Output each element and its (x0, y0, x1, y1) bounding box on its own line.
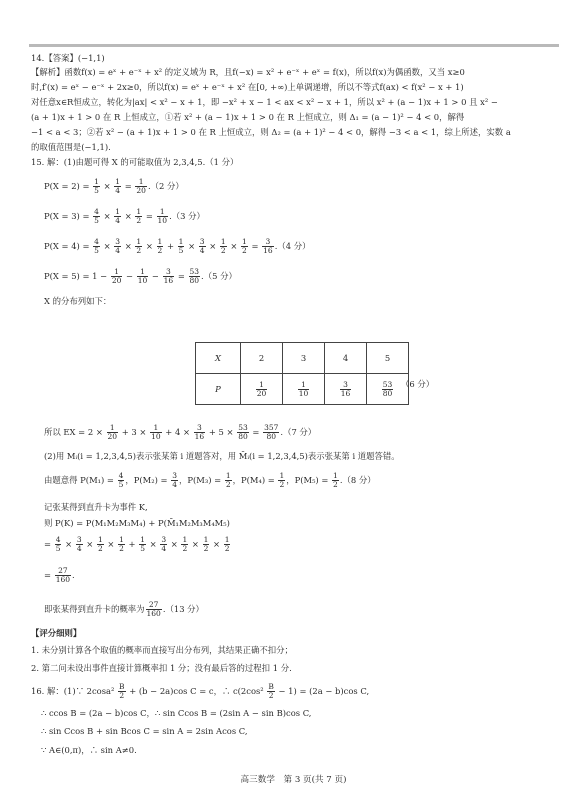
score-note: .（2 分） (147, 181, 184, 191)
pk-line: 则 P(K) = P(M₁M₂M₃M₄) + P(M̄₁M₂M₃M₄M₅) (44, 518, 230, 528)
conclusion-line: 即张某得到直升卡的概率为 $\frac{27}{160}$ .（13 分） (44, 600, 204, 618)
q14-analysis-line-5: −1 < a < 3；②若 x² − (a + 1)x + 1 > 0 在 R 上恒成立，则 Δ₂ = (a + 1)² − 4 < 0，解得 −3 < a < 1，综上所述，实数 a (31, 127, 511, 137)
fraction: $\frac{1}{5}$ (178, 237, 184, 255)
q16-line-1: 16. 解：(1)∵ 2cosa² $\frac{B}{2}$ + (b − 2a)cos C = c，∴ c(2cos² $\frac{B}{2}$ − 1) = (2a − b)cos C, (31, 682, 370, 700)
q14-analysis-line-2: 时,f′(x) = eˣ − e⁻ˣ + 2x≥0，所以f(x) = eˣ + e⁻ˣ + x² 在[0, +∞)上单调递增，所以不等式f(ax) < f(x² − x + 1) (31, 82, 464, 92)
fraction: $\frac{3}{4}$ (172, 471, 177, 489)
q14-analysis-line-4: (a + 1)x + 1 > 0 在 R 上恒成立，①若 x² + (a − 1)x + 1 > 0 在 R 上恒成立，则 Δ₁ = (a − 1)² − 4 < 0，解得 (31, 112, 465, 122)
fraction: $\frac{1}{2}$ (220, 237, 226, 255)
distribution-table (195, 342, 409, 405)
fraction: $\frac{1}{10}$ (157, 207, 168, 225)
score-note: .（7 分） (280, 427, 317, 437)
fraction: $\frac{1}{2}$ (136, 237, 142, 255)
p-x5-line: P(X = 5) = 1 − $\frac{1}{20}$ − $\frac{1}{10}$ − $\frac{3}{16}$ = $\frac{53}{80}$ .（5 分） (44, 267, 237, 285)
table-cell: 2 (241, 343, 283, 374)
table-row (196, 343, 409, 374)
q14-analysis-line-6: 的取值范围是(−1,1). (31, 142, 111, 152)
score-note: .（8 分） (339, 475, 376, 485)
table-cell: $\frac{53}{80}$ (367, 374, 409, 405)
fraction: $\frac{3}{16}$ (163, 267, 174, 285)
fraction: $\frac{357}{80}$ (264, 423, 279, 441)
p-x3-lhs: P(X = 3) = (44, 211, 93, 221)
p-x5-lhs: P(X = 5) = 1 − (44, 271, 110, 281)
fraction: $\frac{1}{2}$ (333, 471, 338, 489)
fraction: $\frac{53}{80}$ (189, 267, 200, 285)
fraction: $\frac{1}{10}$ (151, 423, 161, 441)
score-note: .（13 分） (162, 604, 204, 614)
table-score-note: （6 分） (401, 379, 435, 389)
table-cell: $\frac{1}{20}$ (241, 374, 283, 405)
fraction: $\frac{1}{2}$ (279, 471, 285, 489)
event-line: 记张某得到直升卡为事件 K, (44, 502, 148, 512)
fraction: $\frac{4}{5}$ (94, 207, 99, 225)
score-note: .（5 分） (201, 271, 237, 281)
score-note: .（4 分） (274, 241, 311, 251)
table-cell: 5 (367, 343, 409, 374)
score-note: .（3 分） (169, 211, 205, 221)
fraction: $\frac{4}{5}$ (94, 237, 99, 255)
q16-line-4: ∵ A∈(0,π)，∴ sin A≠0. (41, 745, 137, 755)
q14-answer: 14.【答案】(−1,1) (31, 53, 105, 63)
fraction: $\frac{53}{80}$ (238, 423, 248, 441)
fraction: $\frac{1}{10}$ (137, 267, 148, 285)
fraction: $\frac{3}{16}$ (263, 237, 273, 255)
fraction: $\frac{3}{16}$ (194, 423, 205, 441)
p-x2-line: P(X = 2) = $\frac{1}{5}$ × $\frac{1}{4}$ = $\frac{1}{20}$ .（2 分） (44, 177, 184, 195)
probabilities-line: 由题意得 P(M₁) = $\frac{4}{5}$ ，P(M₂) = $\frac{3}{4}$ ，P(M₃) = $\frac{1}{2}$ ，P(M₄) = $\frac{1}{2}$ ，P(M₅) = $\frac{1}{2}$ .（8 分） (44, 471, 376, 489)
fraction: $\frac{1}{20}$ (111, 267, 122, 285)
fraction: $\frac{1}{2}$ (136, 207, 142, 225)
top-rule (29, 44, 559, 47)
p-x2-lhs: P(X = 2) = (44, 181, 93, 191)
q16-line-2: ∴ ccos B = (2a − b)cos C，∴ sin Ccos B = (2sin A − sin B)cos C, (41, 708, 312, 718)
fraction: $\frac{1}{4}$ (115, 207, 121, 225)
calc-line: = $\frac{4}{5}$ × $\frac{3}{4}$ × $\frac{1}{2}$ × $\frac{1}{2}$ + $\frac{1}{5}$ × $\frac{3}{4}$ × $\frac{1}{2}$ × $\frac{1}{2}$ × $\frac{1}{2}$ (44, 535, 230, 553)
grading-item-1: 1. 未分别计算各个取值的概率而直接写出分布列，其结果正确不扣分； (31, 645, 293, 655)
page-footer: 高三数学 第 3 页(共 7 页) (240, 775, 347, 785)
table-header-x: X (196, 343, 241, 374)
fraction: $\frac{1}{2}$ (225, 471, 231, 489)
grading-title: 【评分细则】 (31, 628, 82, 638)
fraction: $\frac{1}{5}$ (94, 177, 99, 195)
grading-item-2: 2. 第二问未设出事件直接计算概率扣 1 分；没有最后答的过程扣 1 分. (31, 663, 292, 673)
fraction: $\frac{1}{2}$ (157, 237, 163, 255)
fraction: $\frac{1}{2}$ (242, 237, 247, 255)
table-cell: $\frac{3}{16}$ (325, 374, 367, 405)
fraction: $\frac{1}{20}$ (107, 423, 118, 441)
result-line: = $\frac{27}{160}$ . (44, 566, 75, 584)
q16-line-3: ∴ sin Ccos B + sin Bcos C = sin A = 2sin Acos C, (41, 726, 248, 736)
q14-analysis-line-1: 【解析】函数f(x) = eˣ + e⁻ˣ + x² 的定义域为 R，且f(−x) = x² + e⁻ˣ + eˣ = f(x)，所以f(x)为偶函数，又当 x≥0 (31, 67, 465, 77)
table-cell: 3 (283, 343, 325, 374)
q14-analysis-line-3: 对任意x∈R恒成立，转化为|ax| < x² − x + 1，即 −x² + x − 1 < ax < x² − x + 1，所以 x² + (a − 1)x + 1 > 0 且 x² − (31, 97, 498, 107)
fraction: $\frac{3}{4}$ (115, 237, 121, 255)
q15-intro: 15. 解：(1)由题可得 X 的可能取值为 2,3,4,5.（1 分） (31, 157, 239, 167)
part2-line: (2)用 Mᵢ(i = 1,2,3,4,5)表示张某第 i 道题答对，用 M̄ᵢ(i = 1,2,3,4,5)表示张某第 i 道题答错。 (44, 451, 400, 461)
fraction: $\frac{1}{4}$ (115, 177, 121, 195)
p-x4-line: P(X = 4) = $\frac{4}{5}$ × $\frac{3}{4}$ × $\frac{1}{2}$ × $\frac{1}{2}$ + $\frac{1}{5}$ × $\frac{3}{4}$ × $\frac{1}{2}$ × $\frac{1}{2}$ = $\frac{3}{16}$ .（4 分） (44, 237, 311, 255)
fraction: $\frac{4}{5}$ (118, 471, 124, 489)
table-cell: $\frac{1}{10}$ (283, 374, 325, 405)
expectation-line: 所以 EX = 2 × $\frac{1}{20}$ + 3 × $\frac{1}{10}$ + 4 × $\frac{3}{16}$ + 5 × $\frac{53}{80}$ = $\frac{357}{80}$ .（7 分） (44, 423, 317, 441)
fraction: $\frac{3}{4}$ (199, 237, 205, 255)
p-x4-lhs: P(X = 4) = (44, 241, 93, 251)
table-header-p: P (196, 374, 241, 405)
table-row (196, 374, 409, 405)
p-x3-line: P(X = 3) = $\frac{4}{5}$ × $\frac{1}{4}$ × $\frac{1}{2}$ = $\frac{1}{10}$ .（3 分） (44, 207, 205, 225)
table-cell: 4 (325, 343, 367, 374)
distribution-label: X 的分布列如下： (44, 296, 112, 306)
fraction: $\frac{1}{20}$ (136, 177, 146, 195)
